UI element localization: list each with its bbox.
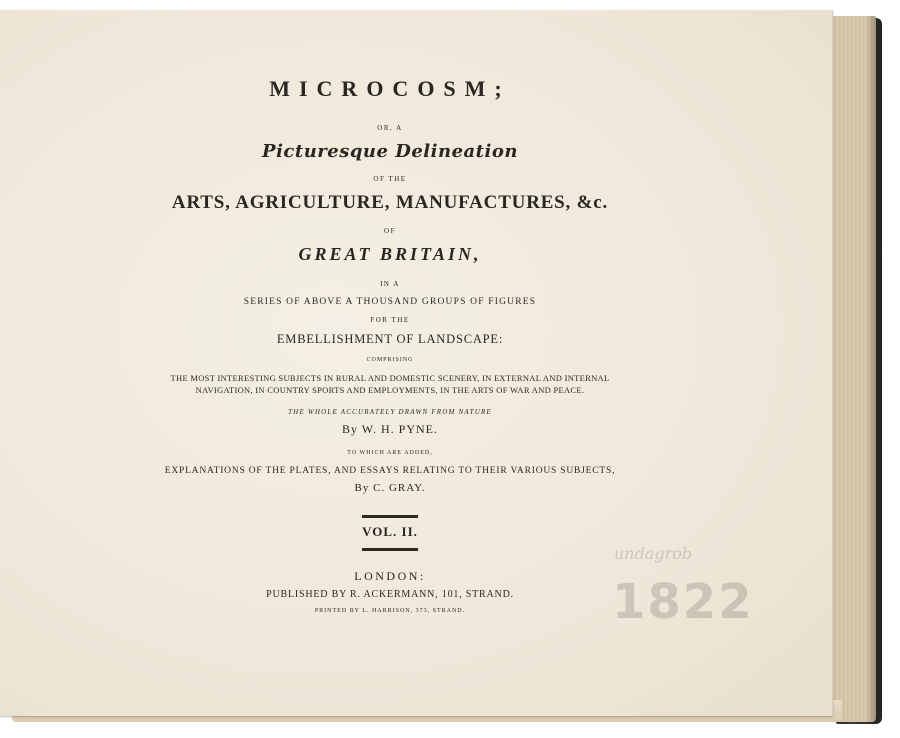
country-line: GREAT BRITAIN,	[298, 244, 482, 264]
comprising-text: COMPRISING	[366, 357, 414, 363]
of-the-text: OF THE	[373, 175, 407, 183]
drawn-from-nature-text: THE WHOLE ACCURATELY DRAWN FROM NATURE	[288, 408, 492, 416]
imprint-place: LONDON:	[354, 569, 426, 583]
series-line: SERIES OF ABOVE A THOUSAND GROUPS OF FIGURES	[243, 297, 537, 307]
subtitle: Picturesque Delineation	[262, 141, 518, 162]
or-a-text: OR, A	[377, 124, 403, 132]
volume-label: VOL. II.	[362, 524, 418, 539]
title-page	[0, 10, 833, 716]
for-the-text: FOR THE	[370, 316, 410, 324]
subject-line: ARTS, AGRICULTURE, MANUFACTURES, &c.	[171, 192, 609, 213]
author-credit: By C. GRAY.	[354, 482, 426, 494]
in-a-text: IN A	[380, 280, 400, 288]
artist-credit: By W. H. PYNE.	[341, 422, 438, 436]
pencil-annotation	[604, 540, 804, 640]
explanations-line: EXPLANATIONS OF THE PLATES, AND ESSAYS RELATING TO THEIR VARIOUS SUBJECTS,	[164, 466, 616, 476]
embellishment-line: EMBELLISHMENT OF LANDSCAPE:	[276, 332, 504, 346]
pencil-year: 1822	[612, 574, 754, 630]
book-title: MICROCOSM;	[269, 76, 511, 101]
publisher-line: PUBLISHED BY R. ACKERMANN, 101, STRAND.	[266, 589, 514, 600]
pencil-word: undagrob	[614, 544, 693, 563]
volume-rule-bottom	[362, 548, 418, 551]
volume-rule-top	[362, 515, 418, 518]
description-line-2: NAVIGATION, IN COUNTRY SPORTS AND EMPLOYMENTS, IN THE ARTS OF WAR AND PEACE.	[195, 385, 585, 395]
printer-line: PRINTED BY L. HARRISON, 373, STRAND.	[314, 608, 466, 614]
description-line-1: THE MOST INTERESTING SUBJECTS IN RURAL AND DOMESTIC SCENERY, IN EXTERNAL AND INTERNAL	[170, 373, 610, 383]
of-text: OF	[384, 227, 396, 235]
to-which-added-text: TO WHICH ARE ADDED,	[347, 450, 433, 456]
